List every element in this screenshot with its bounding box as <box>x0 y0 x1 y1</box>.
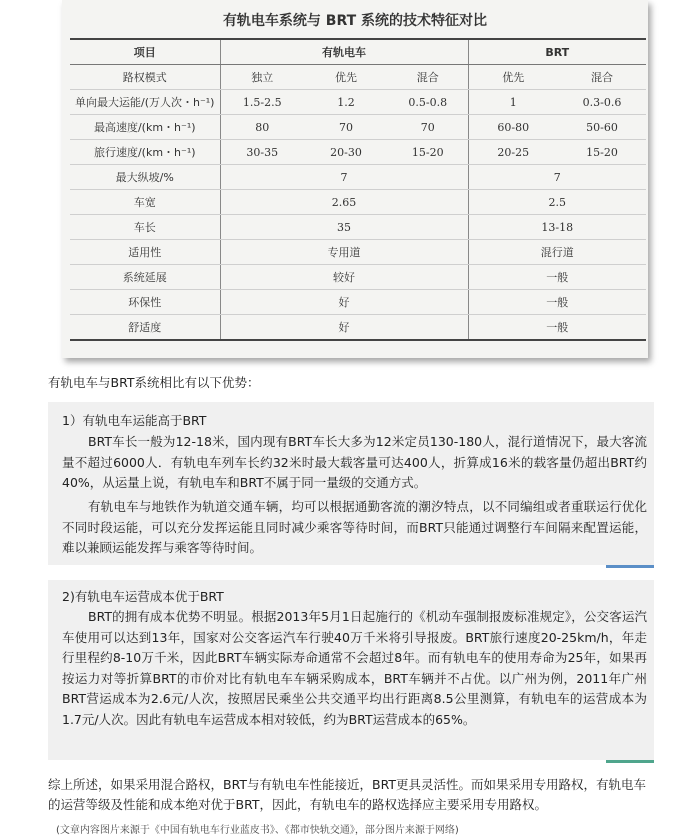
cell-brt: 一般 <box>468 290 646 315</box>
row-label: 环保性 <box>70 290 220 315</box>
cell: 15-20 <box>558 140 646 165</box>
source-footnote: (文章内容图片来源于《中国有轨电车行业蓝皮书》、《都市快轨交通》，部分图片来源于网络) <box>56 825 459 836</box>
table-row <box>70 215 646 240</box>
section-capacity <box>48 402 654 565</box>
section-cost <box>48 580 654 760</box>
row-label: 最高速度/(km・h⁻¹) <box>70 115 220 140</box>
cell: 混合 <box>558 65 646 90</box>
table-row <box>70 290 646 315</box>
cell-tram: 2.65 <box>220 190 468 215</box>
table-row <box>70 115 646 140</box>
cell: 优先 <box>304 65 388 90</box>
table-row <box>70 90 646 115</box>
cell-tram: 7 <box>220 165 468 190</box>
cell-brt: 一般 <box>468 265 646 290</box>
comparison-table-image <box>62 0 648 358</box>
row-label: 最大纵坡/% <box>70 165 220 190</box>
header-tram: 有轨电车 <box>220 39 468 65</box>
row-label: 旅行速度/(km・h⁻¹) <box>70 140 220 165</box>
table-header-row <box>70 39 646 65</box>
table-row <box>70 165 646 190</box>
cell: 60-80 <box>468 115 558 140</box>
cell: 0.5-0.8 <box>388 90 468 115</box>
row-label: 车宽 <box>70 190 220 215</box>
row-label: 单向最大运能/(万人次・h⁻¹) <box>70 90 220 115</box>
table-row <box>70 240 646 265</box>
cell: 优先 <box>468 65 558 90</box>
cell: 混合 <box>388 65 468 90</box>
table-row <box>70 140 646 165</box>
cell: 80 <box>220 115 304 140</box>
cell: 独立 <box>220 65 304 90</box>
row-label: 适用性 <box>70 240 220 265</box>
cell-tram: 35 <box>220 215 468 240</box>
cell-brt: 7 <box>468 165 646 190</box>
cell: 30-35 <box>220 140 304 165</box>
accent-bar <box>606 760 654 763</box>
cell-tram: 好 <box>220 315 468 341</box>
cell: 20-25 <box>468 140 558 165</box>
row-label: 路权模式 <box>70 65 220 90</box>
row-label: 车长 <box>70 215 220 240</box>
cell-brt: 一般 <box>468 315 646 341</box>
table-row <box>70 265 646 290</box>
cell: 70 <box>388 115 468 140</box>
cell: 0.3-0.6 <box>558 90 646 115</box>
spec-comparison-table <box>70 38 646 341</box>
cell: 50-60 <box>558 115 646 140</box>
section-paragraph: BRT车长一般为12-18米，国内现有BRT车长大多为12米定员130-180人，混行道情况下，最大客流量不超过6000人．有轨电车列车长约32米时最大载客量可达400人，折算成16米的载客量仍超出BRT约40%，从运量上说，有轨电车和BRT不属于同一量级的交通方式。 <box>62 434 647 490</box>
table-row <box>70 190 646 215</box>
cell-tram: 专用道 <box>220 240 468 265</box>
section-heading: 2)有轨电车运营成本优于BRT <box>62 589 224 604</box>
cell: 1 <box>468 90 558 115</box>
section-paragraph: BRT的拥有成本优势不明显。根据2013年5月1日起施行的《机动车强制报废标准规定》，公交客运汽车使用可以达到13年，国家对公交客运汽车行驶40万千米将引导报废。BRT旅行速度20-25km/h，年走行里程约8-10万千米，因此BRT车辆实际寿命通常不会超过8年。而有轨电车的使用寿命为25年，如果再按运力对等折算BRT的市价对比有轨电车车辆采购成本，BRT车辆并不占优。以广州为例，2011年广州BRT营运成本为2.6元/人次，按照居民乘坐公共交通平均出行距离8.5公里测算，有轨电车的运营成本为1.7元/人次。因此有轨电车运营成本相对较低，约为BRT运营成本的65%。 <box>62 609 647 727</box>
conclusion-text: 综上所述，如果采用混合路权，BRT与有轨电车性能接近，BRT更具灵活性。而如果采用专用路权，有轨电车的运营等级及性能和成本绝对优于BRT，因此，有轨电车的路权选择应主要采用专用路权。 <box>48 777 646 812</box>
cell-brt: 13-18 <box>468 215 646 240</box>
section-paragraph: 有轨电车与地铁作为轨道交通车辆，均可以根据通勤客流的潮汐特点，以不同编组或者重联运行优化不同时段运能，可以充分发挥运能且同时减少乘客等待时间，而BRT只能通过调整行车间隔来配置运能，难以兼顾运能发挥与乘客等待时间。 <box>62 499 647 555</box>
section-heading: 1）有轨电车运能高于BRT <box>62 413 207 428</box>
cell-tram: 较好 <box>220 265 468 290</box>
header-brt: BRT <box>468 39 646 65</box>
cell: 20-30 <box>304 140 388 165</box>
cell: 15-20 <box>388 140 468 165</box>
cell-brt: 混行道 <box>468 240 646 265</box>
table-title: 有轨电车系统与 BRT 系统的技术特征对比 <box>222 13 488 29</box>
header-item: 项目 <box>70 39 220 65</box>
table-row <box>70 315 646 341</box>
cell-tram: 好 <box>220 290 468 315</box>
accent-bar <box>606 565 654 568</box>
intro-text: 有轨电车与BRT系统相比有以下优势： <box>48 375 260 390</box>
cell: 70 <box>304 115 388 140</box>
cell: 1.2 <box>304 90 388 115</box>
cell-brt: 2.5 <box>468 190 646 215</box>
row-label: 舒适度 <box>70 315 220 341</box>
row-label: 系统延展 <box>70 265 220 290</box>
cell: 1.5-2.5 <box>220 90 304 115</box>
table-row <box>70 65 646 90</box>
